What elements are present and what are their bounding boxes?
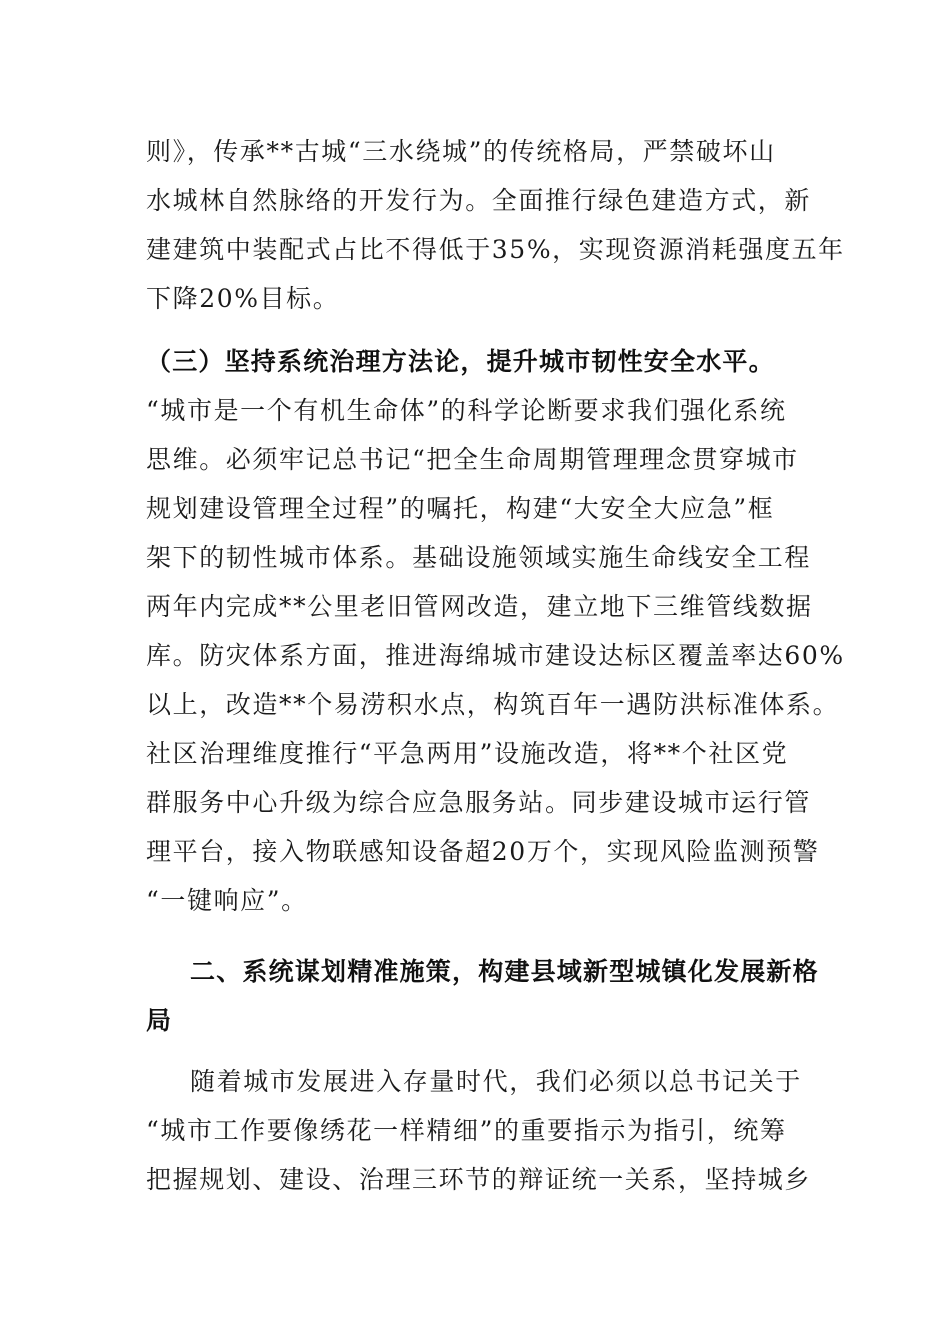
paragraph-2-line-1: “城市是一个有机生命体”的科学论断要求我们强化系统 <box>146 396 787 425</box>
paragraph-2-line-3: 规划建设管理全过程”的嘱托，构建“大安全大应急”框 <box>146 494 775 523</box>
paragraph-2-line-6: 库。防灾体系方面，推进海绵城市建设达标区覆盖率达60% <box>146 641 845 670</box>
paragraph-2-line-11: “一键响应”。 <box>146 886 308 915</box>
paragraph-1-line-3: 建建筑中装配式占比不得低于35%，实现资源消耗强度五年 <box>146 235 845 264</box>
paragraph-2-line-9: 群服务中心升级为综合应急服务站。同步建设城市运行管 <box>146 788 812 817</box>
paragraph-2-line-7: 以上，改造**个易涝积水点，构筑百年一遇防洪标准体系。 <box>146 690 840 719</box>
section-heading-2-line-2: 局 <box>146 1006 173 1035</box>
paragraph-1-line-2: 水城林自然脉络的开发行为。全面推行绿色建造方式，新 <box>146 186 812 215</box>
paragraph-2-line-10: 理平台，接入物联感知设备超20万个，实现风险监测预警 <box>146 837 820 866</box>
paragraph-2-line-2: 思维。必须牢记总书记“把全生命周期管理理念贯穿城市 <box>146 445 799 474</box>
subheading-3: （三）坚持系统治理方法论，提升城市韧性安全水平。 <box>146 347 775 376</box>
paragraph-2-line-8: 社区治理维度推行“平急两用”设施改造，将**个社区党 <box>146 739 789 768</box>
paragraph-1-line-4: 下降20%目标。 <box>146 284 340 313</box>
paragraph-2-line-4: 架下的韧性城市体系。基础设施领域实施生命线安全工程 <box>146 543 812 572</box>
paragraph-3-line-3: 把握规划、建设、治理三环节的辩证统一关系，坚持城乡 <box>146 1165 812 1194</box>
paragraph-2-line-5: 两年内完成**公里老旧管网改造，建立地下三维管线数据 <box>146 592 813 621</box>
paragraph-3-line-1: 随着城市发展进入存量时代，我们必须以总书记关于 <box>190 1067 802 1096</box>
paragraph-3-line-2: “城市工作要像绣花一样精细”的重要指示为指引，统筹 <box>146 1116 787 1145</box>
paragraph-1-line-1: 则》，传承**古城“三水绕城”的传统格局，严禁破坏山 <box>146 137 776 166</box>
section-heading-2-line-1: 二、系统谋划精准施策，构建县域新型城镇化发展新格 <box>190 957 819 986</box>
